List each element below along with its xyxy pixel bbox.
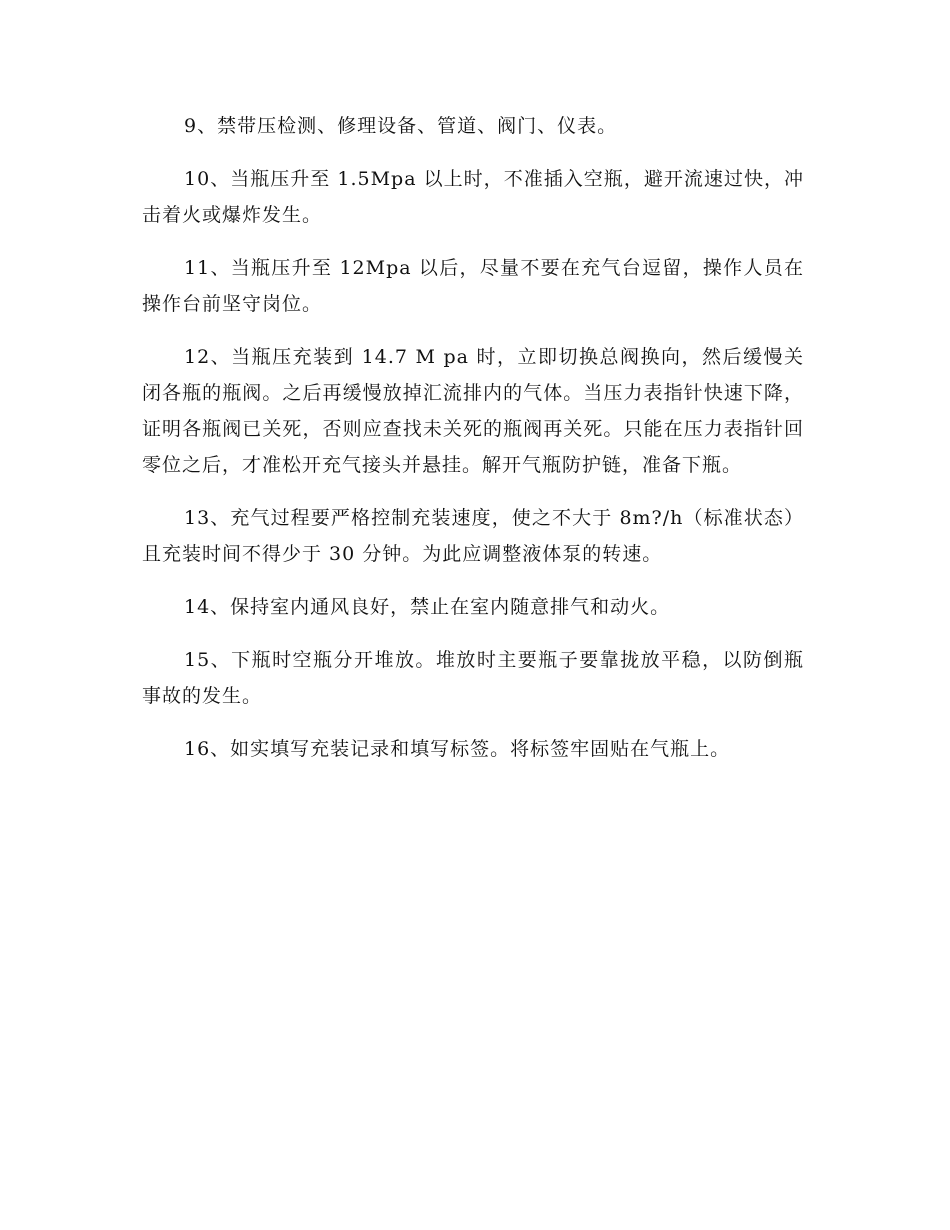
paragraph-item-12: 12、当瓶压充装到 14.7 M pa 时，立即切换总阀换向，然后缓慢关闭各瓶的瓶阀。之后再缓慢放掉汇流排内的气体。当压力表指针快速下降，证明各瓶阀已关死，否则应查找未关死的瓶阀再关死。只能在压力表指针回零位之后，才准松开充气接头并悬挂。解开气瓶防护链，准备下瓶。 — [142, 346, 804, 476]
paragraph-item-10: 10、当瓶压升至 1.5Mpa 以上时，不准插入空瓶，避开流速过快，冲击着火或爆炸发生。 — [142, 168, 804, 226]
paragraph-item-16: 16、如实填写充装记录和填写标签。将标签牢固贴在气瓶上。 — [184, 738, 731, 760]
paragraph-item-13: 13、充气过程要严格控制充装速度，使之不大于 8m?/h（标准状态）且充装时间不得少于 30 分钟。为此应调整液体泵的转速。 — [142, 507, 804, 565]
paragraph-item-14: 14、保持室内通风良好，禁止在室内随意排气和动火。 — [184, 596, 671, 618]
document-body — [142, 108, 804, 784]
paragraph-item-15: 15、下瓶时空瓶分开堆放。堆放时主要瓶子要靠拢放平稳，以防倒瓶事故的发生。 — [142, 649, 804, 707]
paragraph-item-11: 11、当瓶压升至 12Mpa 以后，尽量不要在充气台逗留，操作人员在操作台前坚守岗位。 — [142, 257, 804, 315]
paragraph-item-9: 9、禁带压检测、修理设备、管道、阀门、仪表。 — [184, 115, 618, 137]
